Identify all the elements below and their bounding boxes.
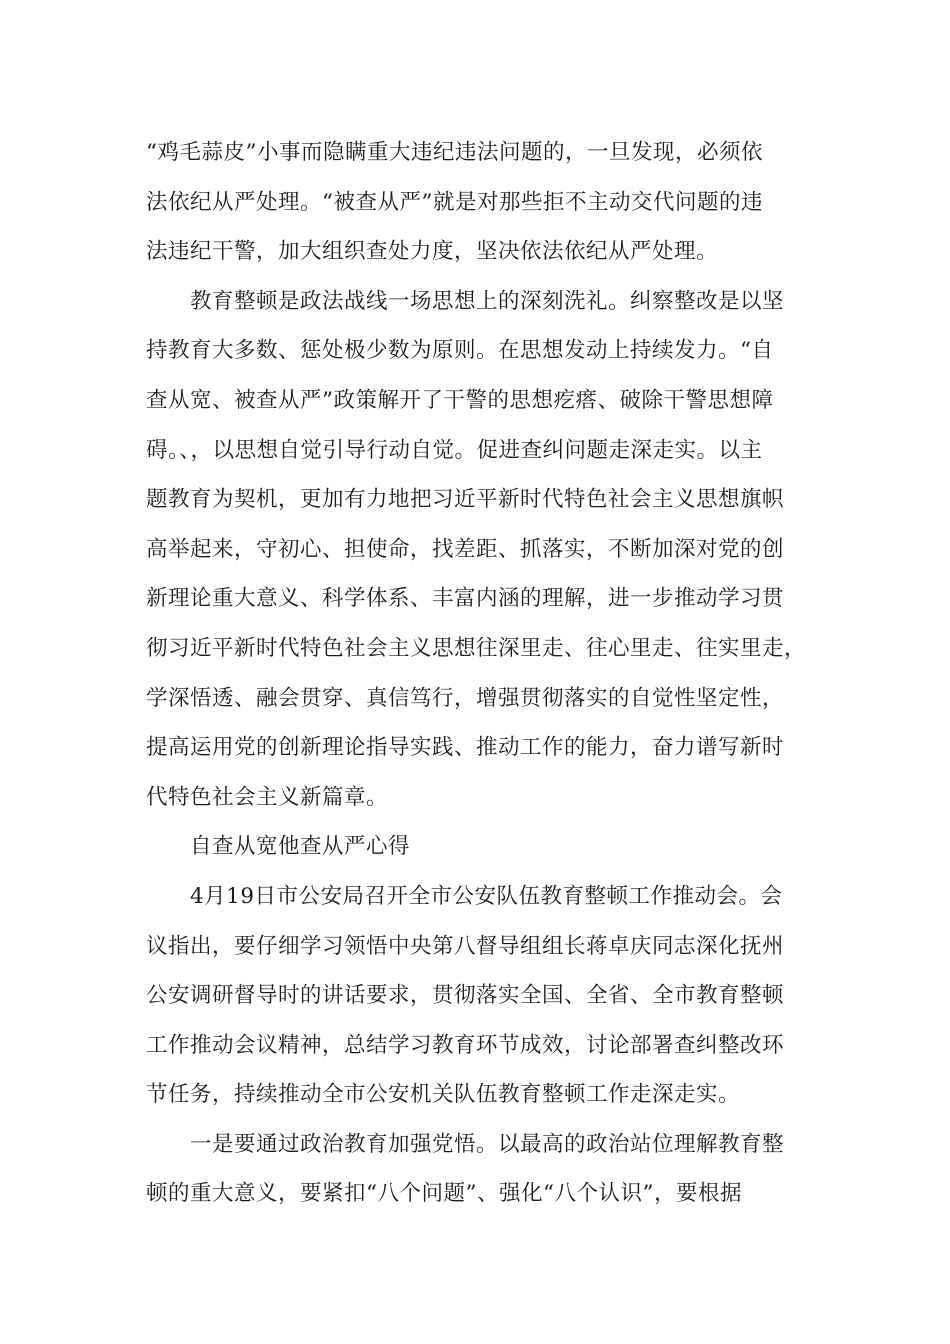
text-line: 4月19日市公安局召开全市公安队伍教育整顿工作推动会。会 bbox=[190, 883, 783, 909]
text-line: 公安调研督导时的讲话要求，贯彻落实全国、全省、全市教育整顿 bbox=[146, 983, 785, 1009]
text-line: 题教育为契机，更加有力地把习近平新时代特色社会主义思想旗帜 bbox=[146, 487, 785, 513]
text-line: 查从宽、被查从严”政策解开了干警的思想疙瘩、破除干警思想障 bbox=[146, 387, 774, 413]
text-line: 自查从宽他查从严心得 bbox=[190, 834, 411, 860]
text-line: 法违纪干警，加大组织查处力度，坚决依法依纪从严处理。 bbox=[146, 239, 719, 265]
text-line: 高举起来，守初心、担使命，找差距、抓落实，不断加深对党的创 bbox=[146, 536, 785, 562]
text-line: 顿的重大意义，要紧扣“八个问题”、强化“八个认识”，要根据 bbox=[146, 1181, 742, 1207]
text-line: 法依纪从严处理。“被查从严”就是对那些拒不主动交代问题的违 bbox=[146, 189, 763, 215]
text-line: 教育整顿是政法战线一场思想上的深刻洗礼。纠察整改是以坚 bbox=[190, 288, 785, 314]
text-line: 碍。、，以思想自觉引导行动自觉。促进查纠问题走深走实。以主 bbox=[146, 437, 763, 463]
text-line: 议指出，要仔细学习领悟中央第八督导组组长蒋卓庆同志深化抚州 bbox=[146, 933, 785, 959]
text-line: 学深悟透、融会贯穿、真信笃行，增强贯彻落实的自觉性坚定性， bbox=[146, 685, 785, 711]
text-line: 节任务，持续推动全市公安机关队伍教育整顿工作走深走实。 bbox=[146, 1082, 741, 1108]
text-line: 彻习近平新时代特色社会主义思想往深里走、往心里走、往实里走， bbox=[146, 635, 807, 661]
text-line: 提高运用党的创新理论指导实践、推动工作的能力，奋力谱写新时 bbox=[146, 735, 785, 761]
text-line: 新理论重大意义、科学体系、丰富内涵的理解，进一步推动学习贯 bbox=[146, 586, 785, 612]
text-line: 代特色社会主义新篇章。 bbox=[146, 784, 389, 810]
text-line: “鸡毛蒜皮”小事而隐瞒重大违纪违法问题的，一旦发现，必须依 bbox=[146, 140, 763, 165]
document-body bbox=[146, 128, 826, 1219]
text-line: 一是要通过政治教育加强党悟。以最高的政治站位理解教育整 bbox=[190, 1131, 785, 1157]
text-line: 持教育大多数、惩处极少数为原则。在思想发动上持续发力。“自 bbox=[146, 338, 774, 364]
text-line: 工作推动会议精神，总结学习教育环节成效，讨论部署查纠整改环 bbox=[146, 1032, 785, 1058]
